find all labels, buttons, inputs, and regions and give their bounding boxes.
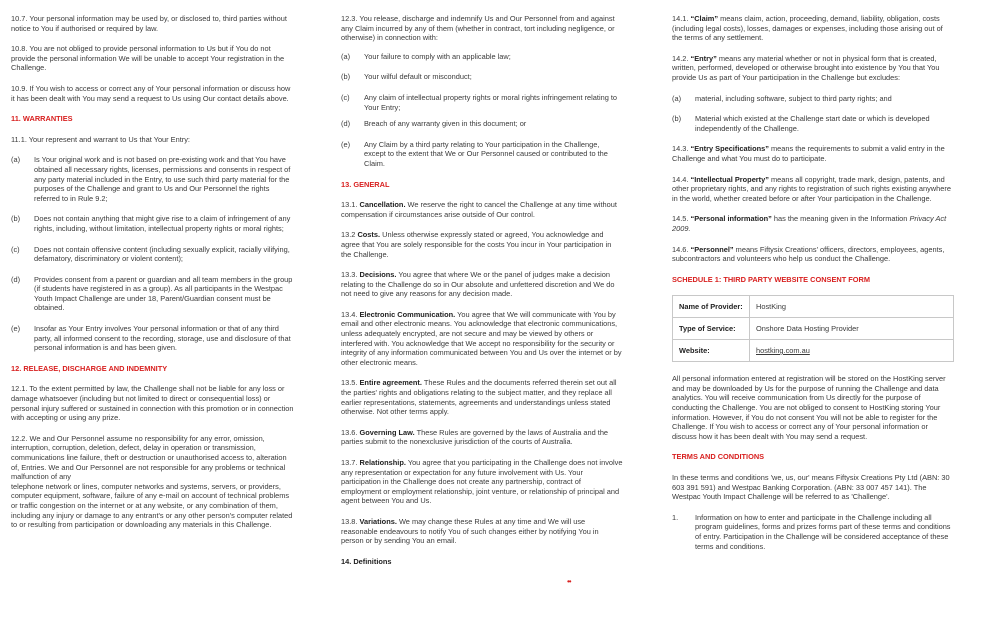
warranty-item: (b) Does not contain anything that might give rise to a claim of infringement of any rights, including, without limitation, intellectual property rights or moral rights; [11, 214, 291, 233]
clause-10-9: 10.9. If You wish to access or correct any of Your personal information or discuss how it has been dealt with You may send a request to Us using Our contact details above. [11, 83, 291, 103]
release-item: (b) Your wilful default or misconduct; [341, 72, 472, 82]
clause-11-1: 11.1. Your represent and warrant to Us that Your Entry: [11, 134, 190, 144]
entry-exclusion-item: (a) material, including software, subject to third party rights; and [672, 93, 892, 103]
definition-claim: 14.1. “Claim” means claim, action, proceeding, demand, liability, obligation, costs (including legal costs), losses, damages or expenses, including those arising out of the terms of any settlement. [672, 14, 943, 43]
website-link[interactable]: hostking.com.au [756, 345, 810, 355]
definition-entry: 14.2. “Entry” means any material whether or not in physical form that is created, written, performed, developed or otherwise brought into existence by You that You provide Us as part of Your participation in the Challenge but excludes: [672, 53, 940, 82]
warranty-item: (c) Does not contain offensive content (including sexually explicit, racially vilifying, defamatory, discriminatory or violent content); [11, 244, 290, 264]
consent-paragraph: All personal information entered at registration will be stored on the HostKing server and may be downloaded by Us for the purpose of running the Challenge and data analytics. You will receive communication from Us directly for the purpose of conducting the Challenge. You are not obliged to consent to HostKing storing Your information. However, if You do not consent You will not be able to register for the Challenge. If You wish to access or correct any of Your personal information or discuss how it has been dealt with You may send a request. [672, 374, 946, 441]
release-item: (a) Your failure to comply with an applicable law; [341, 51, 511, 61]
provider-table [672, 295, 954, 362]
clause-13-5: 13.5. Entire agreement. These Rules and the documents referred therein set out all the parties' rights and obligations relating to the subject matter, and they replace all earlier representations, statements, agreements and understandings unless stated otherwise. Not other terms apply. [341, 378, 617, 417]
release-item: (c) Any claim of intellectual property rights or moral rights infringement relating to Your Entry; [341, 92, 618, 112]
heading-terms: TERMS AND CONDITIONS [672, 452, 765, 462]
definition-intellectual-property: 14.4. “Intellectual Property” means all copyright, trade mark, design, patents, and other proprietary rights, and any rights to registration of such rights existing anywhere in the world, whether created before or after Your participation in the Challenge. [672, 174, 951, 203]
column-middle [341, 14, 623, 566]
terms-intro: In these terms and conditions 'we, us, our' means Fiftysix Creations Pty Ltd (ABN: 30 603 391 591) and Westpac Banking Corporation. (ABN: 33 007 457 141). The Westpac Youth Impact Challenge will be referred to as 'Challenge'. [672, 473, 950, 502]
clause-13-7: 13.7. Relationship. You agree that you participating in the Challenge does not involve any representation or expectation for any future involvement with Us. Your participation in the Challenge does not create any partnership, contract of employment or employment relationship, joint venture, or relationship of principal and agent between You and Us. [341, 458, 623, 506]
clause-10-7: 10.7. Your personal information may be used by, or disclosed to, third parties without notice to You if authorised or required by law. [11, 14, 287, 33]
column-right [672, 14, 954, 551]
definition-entry-specifications: 14.3. “Entry Specifications” means the requirements to submit a valid entry in the Challenge and what You must do to participate. [672, 144, 945, 163]
heading-schedule-1: SCHEDULE 1: THIRD PARTY WEBSITE CONSENT FORM [672, 274, 871, 284]
warranty-item: (d) Provides consent from a parent or guardian and all team members in the group (if students have registered in as a group). As all participants in the Westpac Youth Impact Challenge are under 18, Parent/Guardian consent must be obtained. [11, 274, 293, 313]
clause-13-2: 13.2 Costs. Unless otherwise expressly stated or agreed, You acknowledge and agree that You are solely responsible for the costs You incur in Your participation in the Challenge. [341, 230, 612, 259]
clause-12-1: 12.1. To the extent permitted by law, the Challenge shall not be liable for any loss or damage whatsoever (including but not limited to direct or consequential loss) or personal injury suffered or sustained in connection with this promotion or in connection with accepting or using any prize. [11, 384, 294, 423]
heading-warranties: 11. WARRANTIES [11, 114, 73, 124]
definition-personnel: 14.6. “Personnel” means Fiftysix Creations' officers, directors, employees, agents, subcontractors and volunteers who help us conduct the Challenge. [672, 244, 945, 264]
edit-marker: •• [567, 577, 571, 586]
clause-13-1: 13.1. Cancellation. We reserve the right to cancel the Challenge at any time without compensation if circumstances arise outside of Our control. [341, 200, 617, 219]
warranty-item: (a) Is Your original work and is not based on pre-existing work and that You have obtained all necessary rights, licenses, permissions and consents in respect of any party material included in the Entry, to use such third party material for the purposes of the Challenge and grant to Us and Our Personnel the rights referred to in Rule 9.2; [11, 155, 291, 203]
clause-13-8: 13.8. Variations. We may change these Rules at any time and We will use reasonable endeavours to notify You of such changes either by notifying You in person or by sending You an email. [341, 516, 599, 546]
clause-12-3: 12.3. You release, discharge and indemnify Us and Our Personnel from and against any Claim incurred by any of them (whether in contract, tort including negligence, or otherwise) in connection with: [341, 14, 615, 43]
warranty-item: (e) Insofar as Your Entry involves Your personal information or that of any third party, all informed consent to the recording, storage, use and disclosure of that personal information is and has been given. [11, 324, 291, 353]
release-item: (d) Breach of any warranty given in this document; or [341, 119, 527, 129]
release-item: (e) Any Claim by a third party relating to Your participation in the Challenge, except to the extent that We or Our Personnel caused or contributed to the Claim. [341, 139, 608, 168]
clause-10-8: 10.8. You are not obliged to provide personal information to Us but if You do not provide the personal information We will be unable to accept Your registration in the Challenge. [11, 44, 285, 73]
terms-item: 1. Information on how to enter and participate in the Challenge including all program guidelines, forms and prizes forms part of these terms and conditions of entry. Participation in the Challenge will be considered acceptance of these terms and conditions. [672, 512, 951, 551]
clause-13-3: 13.3. Decisions. You agree that where We or the panel of judges make a decision relating to the Challenge do so in Our absolute and unfettered discretion and We do not need to give any reasons for any decision made. [341, 270, 615, 299]
table-row: Website: hostking.com.au [673, 340, 954, 362]
definition-personal-information: 14.5. “Personal information” has the meaning given in the Information Privacy Act 2009. [672, 214, 947, 233]
clause-12-2: 12.2. We and Our Personnel assume no responsibility for any error, omission, interruption, corruption, deletion, defect, delay in operation or transmission, communications line failure, theft or destruction or unauthorised access to, alteration of, Entries. We and Our Personnel are not responsible for any problems or technical malfunction of any [11, 433, 287, 482]
clause-13-4: 13.4. Electronic Communication. You agree that We will communicate with You by email and other electronic means. You acknowledge that electronic communications, unless adequately encrypted, are not secure and may be viewed by others or interfered with. You acknowledge that We accept no responsibility for the security or integrity of any information communicated between You and Us over the internet or by other electronic means. [341, 309, 622, 367]
heading-definitions: 14. Definitions [341, 556, 392, 566]
clause-13-6: 13.6. Governing Law. These Rules are governed by the laws of Australia and the parties submit to the nonexclusive jurisdiction of the courts of Australia. [341, 427, 609, 447]
heading-release: 12. RELEASE, DISCHARGE AND INDEMNITY [11, 363, 168, 373]
clause-12-2-cont: telephone network or lines, computer networks and systems, servers, or providers, computer equipment, software, failure of any e-mail on account of technical problems or traffic congestion on the internet or at any website, or any combination of them, including any injury or damage to any entrant's or any other person's computer related [11, 481, 293, 520]
column-left [11, 14, 295, 530]
clause-12-2-end: to or resulting from participation or downloading any materials in this Challenge. [11, 520, 272, 530]
table-row: Name of Provider: HostKing [673, 296, 954, 318]
entry-exclusion-item: (b) Material which existed at the Challenge start date or which is developed independently of the Challenge. [672, 114, 930, 133]
table-row: Type of Service: Onshore Data Hosting Provider [673, 318, 954, 340]
heading-general: 13. GENERAL [341, 179, 390, 189]
